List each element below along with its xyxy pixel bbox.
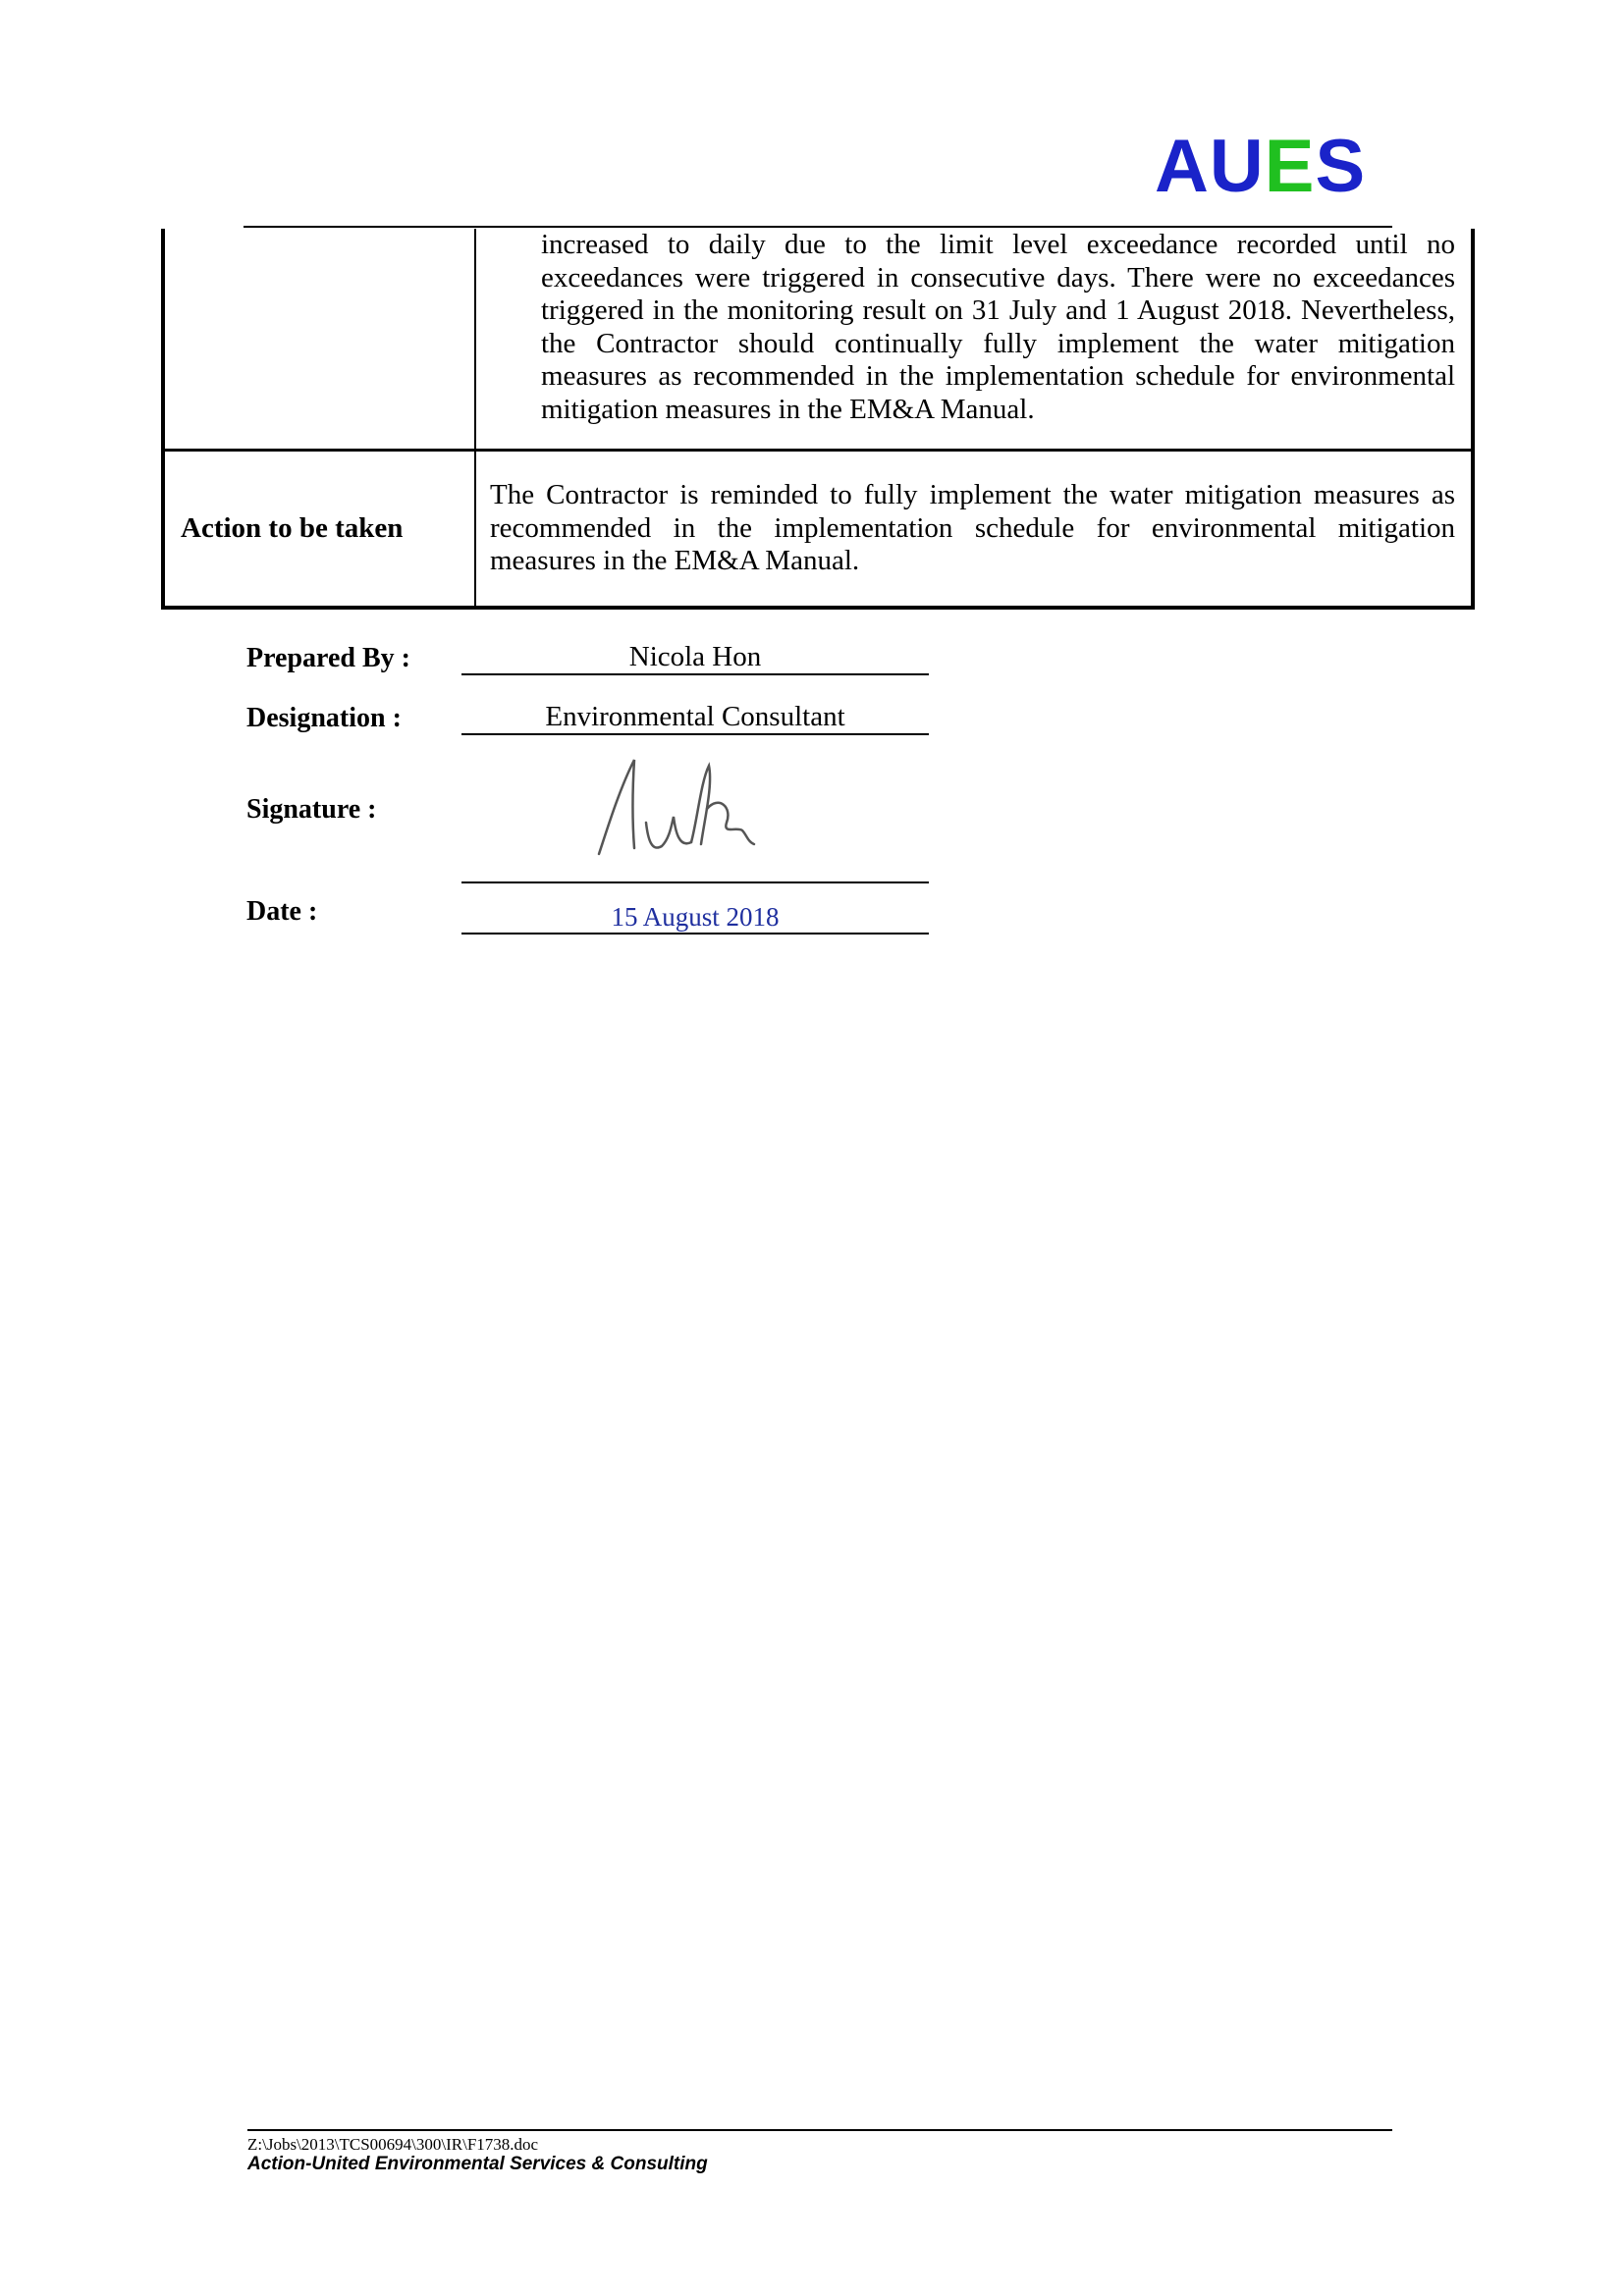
action-label: Action to be taken: [163, 451, 475, 609]
header-rule: [244, 226, 1392, 228]
table-row: [163, 229, 1473, 451]
footer-rule: [247, 2129, 1392, 2131]
logo-letter-u: U: [1209, 125, 1265, 208]
logo-letter-s: S: [1315, 125, 1367, 208]
continuation-cell: [475, 229, 1473, 451]
action-text: The Contractor is reminded to fully implement the water mitigation measures as recommended in the implementation schedule for environmental mitigation measures in the EM&A Manual.: [475, 451, 1473, 609]
footer-company: Action-United Environmental Services & Consulting: [247, 2154, 708, 2174]
signature-label: Signature :: [246, 794, 377, 825]
designation-value: Environmental Consultant: [461, 701, 929, 735]
company-logo: [1155, 125, 1367, 208]
footer-file-path: Z:\Jobs\2013\TCS00694\300\IR\F1738.doc: [247, 2135, 539, 2154]
logo-letter-a: A: [1155, 125, 1210, 208]
date-label: Date :: [246, 896, 318, 927]
empty-label-cell: [163, 229, 475, 451]
table-row: [163, 451, 1473, 609]
continuation-text: increased to daily due to the limit level exceedance recorded until no exceedances were triggered in consecutive days. There were no exceedances triggered in the monitoring result on 31 July and 1 August 2018. Nevertheless, the Contractor should continually fully implement the water mitigation measures as recommended in the implementation schedule for environmental mitigation measures in the EM&A Manual.: [541, 229, 1455, 425]
signature-line: [461, 852, 929, 883]
prepared-by-value: Nicola Hon: [461, 641, 929, 675]
handwritten-signature: [589, 752, 805, 868]
logo-letter-e: E: [1264, 125, 1316, 208]
prepared-by-label: Prepared By :: [246, 643, 410, 673]
designation-label: Designation :: [246, 703, 402, 733]
date-value: 15 August 2018: [461, 902, 929, 934]
action-table: [161, 229, 1475, 610]
